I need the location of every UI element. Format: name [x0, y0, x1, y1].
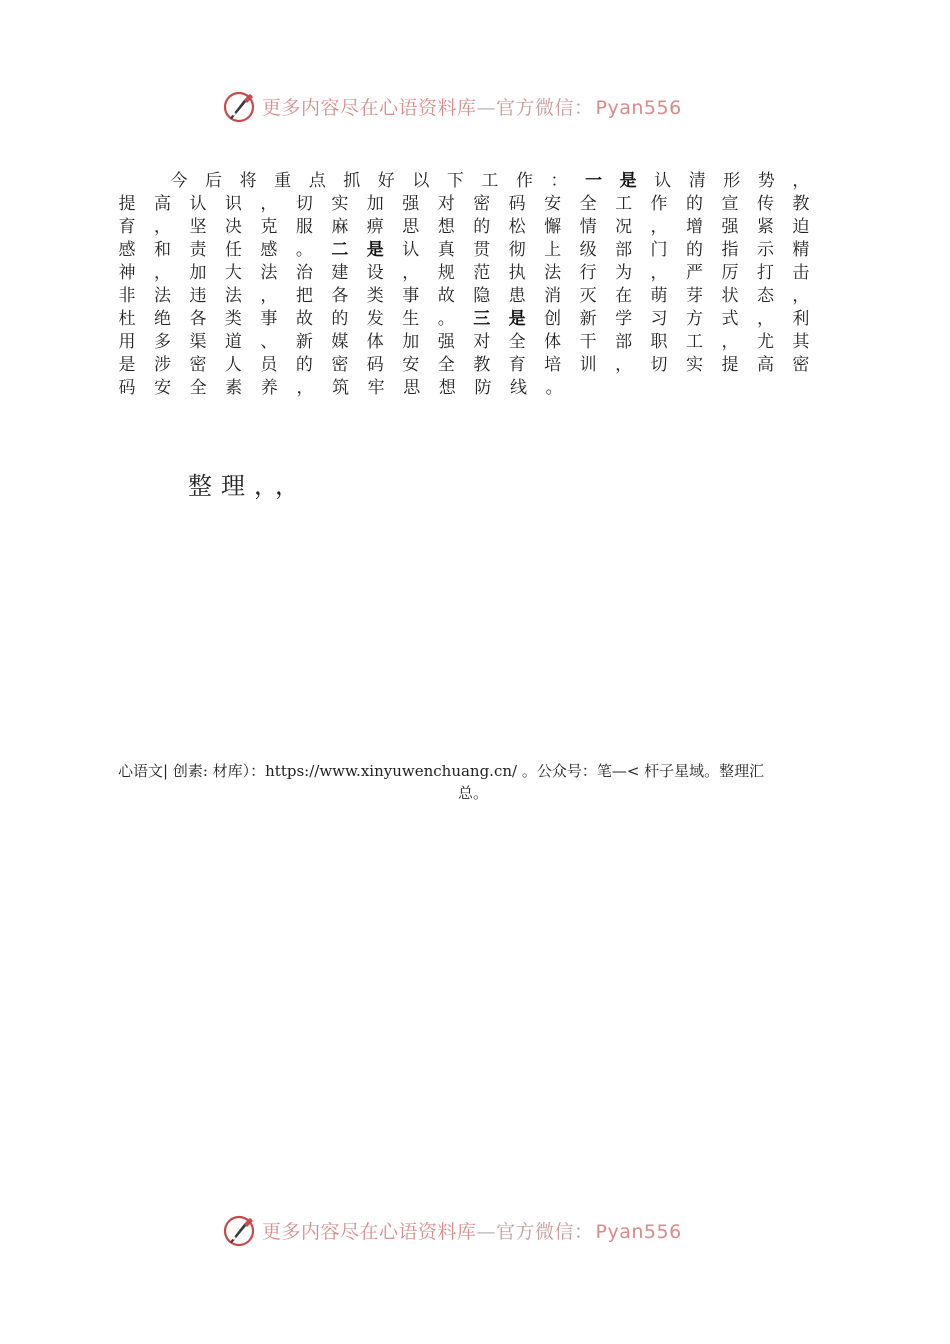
paragraph-char: 切 [295, 194, 313, 214]
paragraph-char: 任 [224, 240, 242, 260]
paragraph-char: 工 [481, 171, 499, 191]
paragraph-char: 线 [510, 378, 528, 398]
paragraph-char: 行 [579, 263, 597, 283]
paragraph-char: 今 [170, 171, 188, 191]
paragraph-char: 事 [402, 286, 420, 306]
paragraph-char: 责 [189, 240, 207, 260]
paragraph-bold-char: 二 [331, 240, 349, 260]
paragraph-char: 感 [118, 240, 136, 260]
paragraph-char: 精 [792, 240, 810, 260]
paragraph-char: 重 [274, 171, 292, 191]
paragraph-char: 密 [189, 355, 207, 375]
paragraph-char: 实 [331, 194, 349, 214]
paragraph-char: 员 [260, 355, 278, 375]
paragraph-char: ， [650, 263, 668, 283]
header-banner [0, 84, 950, 128]
paragraph-char: 、 [260, 332, 278, 352]
paragraph-char: 违 [189, 286, 207, 306]
paragraph-char: 人 [224, 355, 242, 375]
paragraph-line [118, 331, 810, 354]
paragraph-char: 清 [688, 171, 706, 191]
paragraph-char: 全 [508, 332, 526, 352]
banner-wechat-label: 官方微信： [496, 96, 594, 119]
paragraph-char: 多 [153, 332, 171, 352]
paragraph-bold-char: 是 [366, 240, 384, 260]
paragraph-char: 形 [723, 171, 741, 191]
pen-nib-logo-icon [222, 88, 258, 124]
paragraph-char: 真 [437, 240, 455, 260]
paragraph-char: 以 [412, 171, 430, 191]
paragraph-char: 职 [650, 332, 668, 352]
paragraph-char: 和 [153, 240, 171, 260]
paragraph-char: 全 [579, 194, 597, 214]
paragraph-char: 大 [224, 263, 242, 283]
paragraph-char: 密 [473, 194, 491, 214]
paragraph-char: 在 [615, 286, 633, 306]
paragraph-char: 加 [366, 194, 384, 214]
banner-wechat-label: 官方微信： [496, 1220, 594, 1243]
paragraph-char: 芽 [686, 286, 703, 306]
paragraph-char: 好 [377, 171, 395, 191]
paragraph-char: 道 [224, 332, 242, 352]
paragraph-char: 码 [508, 194, 526, 214]
paragraph-char: 增 [686, 217, 703, 237]
paragraph-char: 懈 [544, 217, 562, 237]
paragraph-char: 体 [544, 332, 562, 352]
banner-separator: — [476, 96, 497, 119]
paragraph-char: 安 [544, 194, 562, 214]
paragraph-char: 治 [295, 263, 313, 283]
paragraph-char: 密 [331, 355, 349, 375]
paragraph-char: 育 [118, 217, 136, 237]
paragraph-char: ， [260, 194, 278, 214]
paragraph-char: 创 [544, 309, 562, 329]
paragraph-char: 的 [331, 309, 349, 329]
paragraph-char: 将 [239, 171, 257, 191]
paragraph-char: 部 [615, 240, 633, 260]
paragraph-char: 新 [295, 332, 313, 352]
paragraph-char: 服 [295, 217, 313, 237]
paragraph-bold-char: 三 [473, 309, 491, 329]
paragraph-char: ， [756, 309, 774, 329]
paragraph-char: 码 [366, 355, 384, 375]
paragraph-char: 认 [402, 240, 420, 260]
paragraph-char: 想 [437, 217, 455, 237]
banner-text [262, 1217, 682, 1244]
paragraph-char: 体 [366, 332, 384, 352]
paragraph-char: 的 [686, 240, 703, 260]
paragraph-char: 厉 [721, 263, 739, 283]
paragraph-char: 加 [402, 332, 420, 352]
paragraph-char: 为 [615, 263, 633, 283]
paragraph-char: 涉 [153, 355, 171, 375]
paragraph-char: 贯 [473, 240, 491, 260]
paragraph-char: 法 [153, 286, 171, 306]
paragraph-char: 安 [402, 355, 420, 375]
paragraph-char: 作 [650, 194, 668, 214]
paragraph-char: 思 [403, 378, 421, 398]
paragraph-char: 宣 [721, 194, 739, 214]
paragraph-char: 感 [260, 240, 278, 260]
paragraph-char: 强 [402, 194, 420, 214]
paragraph-char: 各 [331, 286, 349, 306]
paragraph-char: 提 [721, 355, 739, 375]
paragraph-char: ， [792, 171, 810, 191]
paragraph-char: 坚 [189, 217, 207, 237]
paragraph-char: 上 [544, 240, 562, 260]
paragraph-char: 防 [474, 378, 492, 398]
paragraph-char: 利 [792, 309, 810, 329]
paragraph-char: 强 [437, 332, 455, 352]
paragraph-char: 决 [224, 217, 242, 237]
banner-separator: — [476, 1220, 497, 1243]
paragraph-char: ， [153, 263, 171, 283]
paragraph-char: 的 [686, 194, 703, 214]
source-note-line-2: 总。 [457, 784, 488, 802]
paragraph-char: 提 [118, 194, 136, 214]
paragraph-line [118, 216, 810, 239]
paragraph-char: 麻 [331, 217, 349, 237]
paragraph-line [118, 308, 810, 331]
paragraph-char: 媒 [331, 332, 349, 352]
paragraph-char: 痹 [366, 217, 384, 237]
paragraph-line [118, 170, 810, 193]
paragraph-char: 高 [756, 355, 774, 375]
paragraph-line [118, 377, 810, 400]
paragraph-char: 彻 [508, 240, 526, 260]
paragraph-char: 工 [686, 332, 703, 352]
banner-slogan: 更多内容尽在心语资料库 [262, 1220, 477, 1243]
paragraph-char: 执 [508, 263, 526, 283]
paragraph-char: ， [792, 286, 810, 306]
paragraph-char: 消 [544, 286, 562, 306]
paragraph-line [118, 285, 810, 308]
paragraph-char: 发 [366, 309, 384, 329]
paragraph-char: 打 [756, 263, 774, 283]
footer-banner [0, 1208, 950, 1252]
paragraph-char: ， [650, 217, 668, 237]
paragraph-char: 认 [654, 171, 672, 191]
paragraph-char: 把 [295, 286, 313, 306]
paragraph-char: 认 [189, 194, 207, 214]
paragraph-char: 绝 [153, 309, 171, 329]
paragraph-char: 示 [756, 240, 774, 260]
paragraph-char: 培 [544, 355, 562, 375]
paragraph-char: 育 [508, 355, 526, 375]
paragraph-char: 干 [579, 332, 597, 352]
paragraph-char: 加 [189, 263, 207, 283]
paragraph-char: 习 [650, 309, 668, 329]
paragraph-char: 门 [650, 240, 668, 260]
paragraph-char: 法 [224, 286, 242, 306]
paragraph-char: 各 [189, 309, 207, 329]
paragraph-char: 高 [153, 194, 171, 214]
paragraph-char: 码 [118, 378, 136, 398]
paragraph-char: 指 [721, 240, 739, 260]
paragraph-char: 全 [189, 378, 207, 398]
paragraph-char: 范 [473, 263, 491, 283]
paragraph-char: 。 [437, 309, 455, 329]
paragraph-char: 实 [686, 355, 703, 375]
paragraph-char: 养 [260, 378, 278, 398]
paragraph-char: 部 [615, 332, 633, 352]
paragraph-char: 切 [650, 355, 668, 375]
paragraph-bold-char: 是 [508, 309, 526, 329]
main-paragraph [118, 170, 810, 400]
paragraph-char: 学 [615, 309, 633, 329]
paragraph-char: 的 [295, 355, 313, 375]
paragraph-char: 况 [615, 217, 633, 237]
paragraph-char: 渠 [189, 332, 207, 352]
paragraph-char: 下 [446, 171, 464, 191]
paragraph-char: ， [721, 332, 739, 352]
paragraph-char: 故 [437, 286, 455, 306]
section-heading: 整理，， [188, 472, 308, 500]
paragraph-char: 尤 [756, 332, 774, 352]
paragraph-char: 神 [118, 263, 136, 283]
paragraph-char: 牢 [367, 378, 385, 398]
paragraph-char: ， [260, 286, 278, 306]
banner-slogan: 更多内容尽在心语资料库 [262, 96, 477, 119]
paragraph-char: 新 [579, 309, 597, 329]
paragraph-char: 迫 [792, 217, 810, 237]
pen-nib-logo-icon [222, 1212, 258, 1248]
paragraph-bold-char: 一 [585, 171, 603, 191]
paragraph-char: ： [550, 171, 568, 191]
paragraph-char: 建 [331, 263, 349, 283]
paragraph-char: 其 [792, 332, 810, 352]
paragraph-char: 法 [260, 263, 278, 283]
paragraph-char: 法 [544, 263, 562, 283]
paragraph-line [118, 262, 810, 285]
paragraph-char: 密 [792, 355, 810, 375]
paragraph-char: 筑 [332, 378, 350, 398]
banner-wechat-id: Pyan556 [595, 96, 682, 119]
paragraph-char: 对 [473, 332, 491, 352]
banner-wechat-id: Pyan556 [595, 1220, 682, 1243]
paragraph-char: 故 [295, 309, 313, 329]
paragraph-line [118, 193, 810, 216]
paragraph-char: 强 [721, 217, 739, 237]
paragraph-char: 。 [295, 240, 313, 260]
paragraph-char: 事 [260, 309, 278, 329]
paragraph-char: 用 [118, 332, 136, 352]
paragraph-char: 。 [545, 378, 563, 398]
paragraph-char: ， [615, 355, 633, 375]
paragraph-char: 设 [366, 263, 384, 283]
paragraph-char: 点 [308, 171, 326, 191]
paragraph-char: 情 [579, 217, 597, 237]
paragraph-char: 的 [473, 217, 491, 237]
paragraph-char: 素 [225, 378, 243, 398]
footer-banner-content [222, 1212, 682, 1248]
paragraph-char: 紧 [756, 217, 774, 237]
header-banner-content [222, 88, 682, 124]
paragraph-char: 教 [792, 194, 810, 214]
paragraph-char: 识 [224, 194, 242, 214]
paragraph-char: 规 [437, 263, 455, 283]
banner-text [262, 93, 682, 120]
paragraph-char: 抓 [343, 171, 361, 191]
source-note-line-1: 心语文| 创素: 材库）：https://www.xinyuwenchuang.cn/ 。公众号：笔—< 杆子星域。整理汇 [118, 762, 765, 780]
paragraph-line [118, 354, 810, 377]
paragraph-char: 安 [154, 378, 172, 398]
paragraph-char: ， [153, 217, 171, 237]
paragraph-char: 级 [579, 240, 597, 260]
paragraph-char: 势 [757, 171, 775, 191]
paragraph-char: 是 [118, 355, 136, 375]
paragraph-char: 状 [721, 286, 739, 306]
paragraph-char: 类 [366, 286, 384, 306]
paragraph-char: 思 [402, 217, 420, 237]
paragraph-char: 工 [615, 194, 633, 214]
paragraph-line [118, 239, 810, 262]
paragraph-char: 松 [508, 217, 526, 237]
source-note [118, 760, 828, 804]
paragraph-char: 萌 [650, 286, 668, 306]
paragraph-char: ， [296, 378, 314, 398]
paragraph-char: 灭 [579, 286, 597, 306]
paragraph-char: 想 [438, 378, 456, 398]
paragraph-char: 隐 [473, 286, 491, 306]
paragraph-char: 类 [224, 309, 242, 329]
paragraph-char: 方 [686, 309, 703, 329]
paragraph-char: 全 [437, 355, 455, 375]
paragraph-char: 训 [579, 355, 597, 375]
paragraph-char: 严 [686, 263, 703, 283]
paragraph-char: 克 [260, 217, 278, 237]
paragraph-char: ， [402, 263, 420, 283]
paragraph-char: 作 [515, 171, 533, 191]
paragraph-char: 教 [473, 355, 491, 375]
paragraph-char: 生 [402, 309, 420, 329]
paragraph-bold-char: 是 [619, 171, 637, 191]
paragraph-char: 态 [756, 286, 774, 306]
paragraph-char: 后 [205, 171, 223, 191]
paragraph-char: 式 [721, 309, 739, 329]
paragraph-char: 对 [437, 194, 455, 214]
paragraph-char: 杜 [118, 309, 136, 329]
paragraph-char: 非 [118, 286, 136, 306]
paragraph-char: 击 [792, 263, 810, 283]
paragraph-char: 传 [756, 194, 774, 214]
paragraph-char: 患 [508, 286, 526, 306]
